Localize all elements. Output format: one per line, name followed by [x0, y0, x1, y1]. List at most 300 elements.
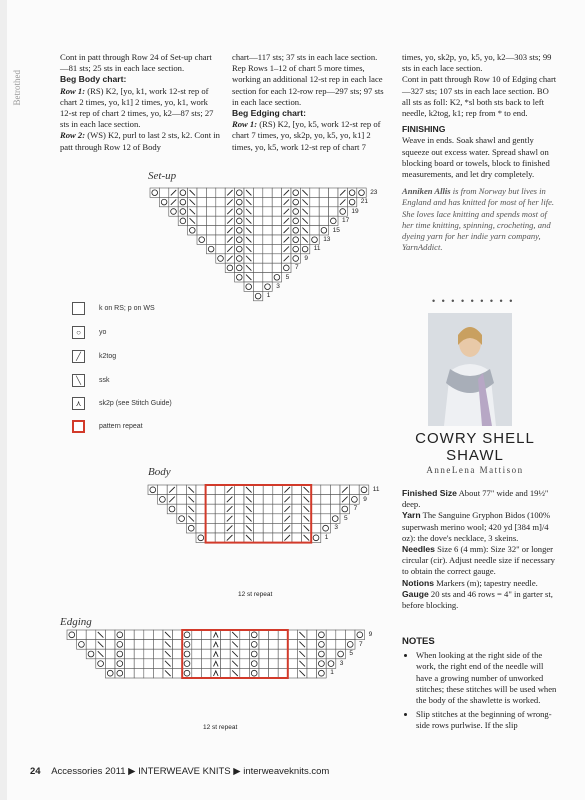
chart-cell [272, 207, 281, 216]
chart-cell [272, 197, 281, 206]
chart-cell [215, 495, 225, 505]
chart-cell [196, 533, 206, 543]
chart-cell [182, 640, 192, 650]
chart-cell [326, 640, 336, 650]
chart-cell [125, 630, 135, 640]
chart-cell [311, 533, 321, 543]
chart-cell [240, 649, 250, 659]
chart-cell [153, 668, 163, 678]
row-label: 5 [344, 514, 348, 522]
chart-cell [192, 668, 202, 678]
chart-cell [182, 659, 192, 669]
chart-cell [263, 273, 272, 282]
chart-cell [206, 226, 215, 235]
chart-cell [235, 273, 244, 282]
chart-cell [291, 216, 300, 225]
chart-cell [259, 659, 269, 669]
chart-cell [86, 640, 96, 650]
ssk-backslash-icon: ╲ [72, 374, 85, 387]
chart-cell [345, 640, 355, 650]
chart-cell [249, 659, 259, 669]
chart-cell [319, 216, 328, 225]
chart-cell [178, 216, 187, 225]
chart-cell [326, 649, 336, 659]
spec-needles: Needles Size 6 (4 mm): Size 32" or longer circular (cir). Adjust needle size if necessary to obtain the correct gauge. [402, 544, 555, 577]
chart-cell [263, 188, 272, 197]
chart-cell [273, 485, 283, 495]
chart-cell [311, 514, 321, 524]
chart-cell [272, 263, 281, 272]
chart-cell [310, 207, 319, 216]
row-label: 17 [342, 217, 350, 225]
chart-cell [292, 485, 302, 495]
chart-cell [197, 235, 206, 244]
chart-cell [329, 216, 338, 225]
chart-cell [263, 216, 272, 225]
chart-cell [311, 495, 321, 505]
chart-cell [177, 504, 187, 514]
spec-gauge: Gauge 20 sts and 46 rows = 4" in garter st, before blocking. [402, 588, 553, 611]
chart-cell [253, 216, 262, 225]
row-label: 11 [372, 486, 380, 493]
chart-cell [310, 188, 319, 197]
chart-cell [310, 226, 319, 235]
spec-yarn: Yarn The Sanguine Gryphon Bidos (100% superwash merino wool; 420 yd [384 m]/4 oz): the dove's necklace, 3 skeins. [402, 510, 551, 543]
paragraph: Row 2: (WS) K2, purl to last 2 sts, k2. Cont in patt through Row 12 of Body [60, 130, 220, 152]
chart-cell [311, 485, 321, 495]
chart-cell [278, 659, 288, 669]
chart-cell [263, 504, 273, 514]
chart-cell [288, 630, 298, 640]
chart-cell [206, 197, 215, 206]
chart-cell [221, 659, 231, 669]
chart-cell [269, 659, 279, 669]
setup-chart-title: Set-up [148, 170, 177, 182]
chart-cell [359, 485, 369, 495]
chart-cell [321, 504, 331, 514]
chart-cell [340, 504, 350, 514]
chart-cell [310, 235, 319, 244]
chart-cell [321, 495, 331, 505]
chart-cell [321, 523, 331, 533]
chart-cell [197, 216, 206, 225]
chart-cell [288, 659, 298, 669]
row-label: 11 [313, 245, 321, 253]
chart-cell [105, 630, 115, 640]
chart-cell [144, 630, 154, 640]
chart-cell [330, 514, 340, 524]
chart-cell [216, 226, 225, 235]
chart-cell [125, 659, 135, 669]
row-label: 9 [368, 631, 373, 638]
chart-cell [215, 514, 225, 524]
chart-cell [234, 495, 244, 505]
chart-cell [278, 649, 288, 659]
chart-cell [125, 649, 135, 659]
chart-cell [134, 640, 144, 650]
chart-cell [292, 523, 302, 533]
chart-cell [197, 207, 206, 216]
chart-cell [173, 640, 183, 650]
chart-cell [350, 495, 360, 505]
chart-cell [67, 630, 77, 640]
chart-cell [310, 197, 319, 206]
chart-cell [254, 495, 264, 505]
chart-cell [263, 263, 272, 272]
chart-cell [244, 282, 253, 291]
chart-cell [311, 504, 321, 514]
pattern-title: COWRY SHELL SHAWL [415, 430, 535, 464]
chart-cell [307, 640, 317, 650]
chart-cell [192, 659, 202, 669]
chart-cell [317, 659, 327, 669]
chart-cell [206, 244, 215, 253]
chart-cell [330, 485, 340, 495]
chart-cell [221, 649, 231, 659]
chart-cell [273, 514, 283, 524]
chart-cell [215, 533, 225, 543]
chart-cell [235, 254, 244, 263]
chart-cell [153, 659, 163, 669]
paragraph: Row 1: (RS) K2, [yo, k1, work 12-st rep of chart 2 times, yo, k1] 2 times, yo, k1, work 12-st rep of chart 2 times, yo, k2—87 sts; 27 sts in each lace section. [60, 85, 214, 130]
chart-cell [216, 197, 225, 206]
chart-cell [336, 640, 346, 650]
chart-cell [105, 649, 115, 659]
row-label: 1 [266, 292, 271, 300]
k2tog-slash-icon: ╱ [72, 350, 85, 363]
chart-cell [234, 514, 244, 524]
chart-cell [253, 207, 262, 216]
chart-cell [206, 533, 216, 543]
chart-cell [225, 263, 234, 272]
row-label: 3 [339, 659, 344, 667]
chart-cell [105, 659, 115, 669]
chart-cell [115, 640, 125, 650]
chart-cell [221, 630, 231, 640]
chart-cell [201, 640, 211, 650]
chart-cell [235, 263, 244, 272]
chart-cell [273, 523, 283, 533]
chart-cell [249, 640, 259, 650]
chart-cell [235, 226, 244, 235]
paragraph: Weave in ends. Soak shawl and gently squeeze out excess water. Spread shawl on blocking board or towels, block to finished measurements, and let dry completely. [402, 135, 550, 180]
chart-cell [182, 630, 192, 640]
chart-cell [173, 630, 183, 640]
body-chart [148, 485, 369, 543]
chart-cell [240, 630, 250, 640]
subhead: Beg Body chart: [60, 74, 127, 85]
chart-cell [253, 244, 262, 253]
chart-cell [272, 226, 281, 235]
chart-cell [259, 640, 269, 650]
chart-cell [177, 485, 187, 495]
chart-cell [115, 659, 125, 669]
chart-cell [273, 495, 283, 505]
chart-cell [254, 485, 264, 495]
chart-cell [134, 649, 144, 659]
row-label: 7 [359, 640, 363, 648]
chart-cell [300, 244, 309, 253]
row-label: 21 [360, 198, 369, 206]
chart-cell [330, 504, 340, 514]
chart-cell [216, 216, 225, 225]
chart-cell [319, 226, 328, 235]
chart-cell [263, 523, 273, 533]
chart-cell [249, 649, 259, 659]
chart-cell [177, 514, 187, 524]
chart-cell [317, 668, 327, 678]
chart-cell [159, 188, 168, 197]
chart-cell [292, 514, 302, 524]
yo-circle-icon: ○ [72, 326, 85, 339]
chart-cell [235, 235, 244, 244]
chart-cell [234, 485, 244, 495]
chart-cell [153, 649, 163, 659]
row-label: 5 [349, 650, 354, 658]
chart-cell [206, 485, 216, 495]
chart-cell [134, 659, 144, 669]
chart-cell [125, 668, 135, 678]
chart-cell [269, 630, 279, 640]
chart-cell [269, 640, 279, 650]
chart-cell [347, 188, 356, 197]
chart-cell [77, 640, 87, 650]
row-label: 3 [334, 524, 339, 532]
page-footer [30, 766, 329, 777]
notes-heading: NOTES [402, 636, 435, 647]
chart-cell [272, 216, 281, 225]
chart-cell [263, 226, 272, 235]
chart-cell [269, 649, 279, 659]
body-chart-title: Body [148, 466, 171, 478]
chart-cell [307, 630, 317, 640]
chart-cell [291, 207, 300, 216]
legend-ssk: ╲ ssk [72, 374, 110, 387]
chart-cell [288, 668, 298, 678]
chart-cell [215, 523, 225, 533]
chart-cell [321, 514, 331, 524]
chart-cell [263, 514, 273, 524]
chart-cell [186, 523, 196, 533]
legend-knit: k on RS; p on WS [72, 302, 155, 315]
chart-cell [192, 640, 202, 650]
chart-cell [240, 668, 250, 678]
chart-cell [150, 188, 159, 197]
chart-cell [144, 649, 154, 659]
chart-cell [192, 649, 202, 659]
chart-cell [148, 485, 158, 495]
chart-cell [169, 207, 178, 216]
edging-repeat-label: 12 st repeat [203, 724, 238, 731]
chart-cell [235, 207, 244, 216]
chart-cell [263, 197, 272, 206]
chart-cell [206, 514, 216, 524]
chart-cell [201, 649, 211, 659]
chart-cell [291, 226, 300, 235]
chart-cell [188, 226, 197, 235]
chart-cell [240, 659, 250, 669]
chart-cell [201, 659, 211, 669]
section-tab: Betrothed [12, 70, 22, 106]
footer-text: Accessories 2011 ▶ INTERWEAVE KNITS ▶ interweaveknits.com [51, 766, 330, 777]
paragraph: Cont in patt through Row 24 of Set-up chart—81 sts; 25 sts in each lace section. [60, 52, 212, 74]
chart-cell [201, 668, 211, 678]
chart-cell [263, 533, 273, 543]
chart-cell [196, 504, 206, 514]
row-label: 1 [324, 534, 329, 541]
chart-cell [215, 485, 225, 495]
chart-cell [221, 668, 231, 678]
legend-k2tog: ╱ k2tog [72, 350, 116, 363]
chart-cell [336, 649, 346, 659]
chart-cell [326, 659, 336, 669]
chart-cell [259, 668, 269, 678]
chart-cell [192, 630, 202, 640]
chart-cell [292, 504, 302, 514]
chart-cell [263, 207, 272, 216]
chart-cell [197, 188, 206, 197]
legend-yo: ○ yo [72, 326, 106, 339]
chart-cell [173, 659, 183, 669]
chart-cell [259, 630, 269, 640]
chart-cell [77, 630, 87, 640]
setup-chart [150, 188, 369, 301]
pattern-designer: AnneLena Mattison [426, 465, 524, 475]
chart-cell [259, 649, 269, 659]
chart-cell [288, 640, 298, 650]
chart-cell [263, 244, 272, 253]
row-label: 7 [295, 264, 299, 272]
chart-cell [288, 649, 298, 659]
row-label: 5 [285, 273, 290, 281]
edging-chart [67, 630, 365, 678]
chart-cell [153, 640, 163, 650]
chart-cell [253, 226, 262, 235]
chart-cell [144, 640, 154, 650]
chart-cell [263, 235, 272, 244]
chart-cell [330, 495, 340, 505]
chart-cell [338, 207, 347, 216]
chart-cell [216, 244, 225, 253]
paragraph: Cont in patt through Row 10 of Edging chart—327 sts; 107 sts in each lace section. BO all sts as foll: K2, *sl both sts back to left needle, k2tog, k1; rep from * to end. [402, 74, 557, 119]
chart-cell [235, 216, 244, 225]
chart-cell [291, 244, 300, 253]
chart-cell [292, 533, 302, 543]
chart-cell [134, 630, 144, 640]
chart-cell [158, 495, 168, 505]
chart-cell [216, 207, 225, 216]
chart-cell [263, 254, 272, 263]
chart-cell [329, 197, 338, 206]
chart-cell [307, 659, 317, 669]
chart-cell [216, 254, 225, 263]
chart-cell [282, 263, 291, 272]
note-item: • Slip stitches at the beginning of wrong-side rows purlwise. If the slip [416, 709, 557, 731]
chart-cell [173, 649, 183, 659]
chart-cell [206, 504, 216, 514]
chart-cell [86, 649, 96, 659]
spec-size: Finished Size About 77" wide and 19½" deep. [402, 488, 549, 510]
chart-cell [115, 649, 125, 659]
row-label: 15 [332, 226, 340, 234]
chart-cell [292, 495, 302, 505]
chart-cell [319, 188, 328, 197]
chart-cell [253, 197, 262, 206]
chart-cell [105, 640, 115, 650]
chart-cell [134, 668, 144, 678]
chart-cell [206, 207, 215, 216]
chart-cell [329, 188, 338, 197]
chart-cell [272, 273, 281, 282]
edging-chart-title: Edging [60, 616, 92, 628]
chart-cell [235, 244, 244, 253]
body-repeat-label: 12 st repeat [238, 591, 273, 598]
chart-cell [291, 235, 300, 244]
chart-cell [196, 523, 206, 533]
chart-cell [206, 235, 215, 244]
chart-cell [240, 640, 250, 650]
chart-cell [177, 495, 187, 505]
chart-cell [253, 291, 262, 300]
page-number: 24 [30, 766, 41, 777]
chart-cell [253, 188, 262, 197]
chart-cell [273, 533, 283, 543]
chart-cell [263, 495, 273, 505]
chart-cell [253, 254, 262, 263]
chart-cell [326, 630, 336, 640]
chart-cell [310, 216, 319, 225]
chart-cell [272, 254, 281, 263]
chart-cell [272, 244, 281, 253]
chart-cell [215, 504, 225, 514]
row-label: 19 [351, 207, 359, 215]
chart-cell [278, 630, 288, 640]
chart-cell [347, 197, 356, 206]
subhead: Beg Edging chart: [232, 108, 307, 119]
chart-cell [144, 659, 154, 669]
row-label: 9 [304, 254, 309, 262]
chart-cell [253, 263, 262, 272]
chart-cell [273, 504, 283, 514]
chart-cell [159, 197, 168, 206]
chart-cell [317, 630, 327, 640]
chart-cell [350, 485, 360, 495]
chart-cell [86, 630, 96, 640]
chart-cell [278, 640, 288, 650]
divider-dots: • • • • • • • • • [432, 296, 515, 306]
chart-cell [272, 188, 281, 197]
note-item: • When looking at the right side of the work, the right end of the needle will have a growing number of unworked stitches; these stitches will be used when the body of the shawlette is worked. [416, 650, 557, 706]
red-box-icon [72, 420, 85, 433]
chart-cell [311, 523, 321, 533]
chart-cell [253, 282, 262, 291]
chart-cell [317, 640, 327, 650]
chart-cell [201, 630, 211, 640]
chart-cell [291, 197, 300, 206]
chart-cell [254, 533, 264, 543]
chart-cell [272, 235, 281, 244]
chart-cell [221, 640, 231, 650]
chart-cell [254, 504, 264, 514]
chart-cell [234, 533, 244, 543]
chart-cell [319, 207, 328, 216]
chart-cell [263, 282, 272, 291]
chart-cell [182, 649, 192, 659]
chart-cell [196, 514, 206, 524]
chart-cell [173, 668, 183, 678]
chart-cell [357, 188, 366, 197]
chart-cell [178, 197, 187, 206]
